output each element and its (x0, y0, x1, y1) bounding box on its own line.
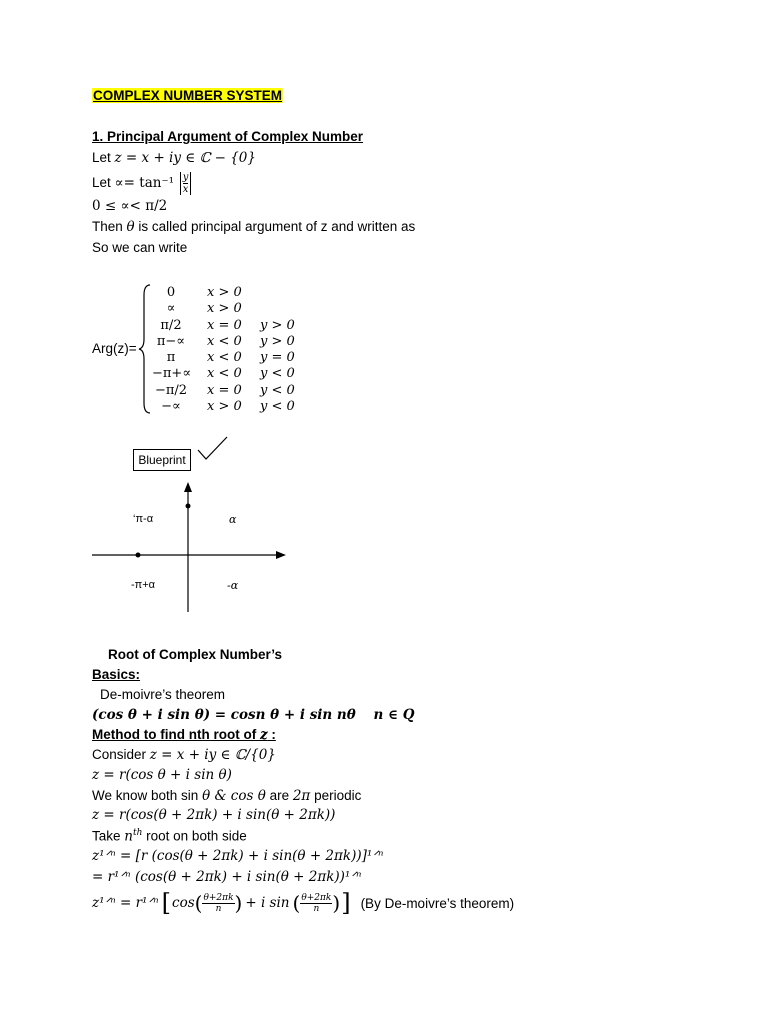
abs-fraction: $\frac{y}{x}$ (180, 172, 192, 195)
fraction-1: θ+2πk n (203, 892, 234, 914)
take-root-line: Take $n^{th}$ root on both side (92, 828, 247, 845)
arg-x-condition: x < 0 (207, 333, 242, 349)
arg-y-conditions (260, 285, 295, 415)
y-axis-arrow-icon (184, 482, 192, 492)
x-axis-point (136, 553, 141, 558)
arg-x-condition: x < 0 (207, 350, 242, 366)
arg-x-conditions (207, 285, 242, 415)
final-formula-line: z¹ᐟⁿ = r¹ᐟⁿ [ cos ( θ+2πk n ) + i sin ( θ+2πk n ) ] (By De-moivre’s theorem) (92, 889, 515, 917)
quadrant1-label: α (229, 513, 237, 526)
arg-value: π−∝ (156, 333, 186, 349)
arg-y-condition: y = 0 (260, 350, 295, 366)
arg-x-condition: x > 0 (207, 301, 242, 317)
piecewise-brace (138, 283, 152, 415)
basics-heading: Basics: (92, 667, 141, 682)
so-we-can-write: So we can write (92, 240, 188, 255)
arg-y-condition: y > 0 (260, 317, 295, 333)
quadrant2-label: ‘π-α (133, 513, 154, 525)
fraction-2: θ+2πk n (301, 892, 332, 914)
y-axis-point (186, 504, 191, 509)
consider-line: Consider z = x + iy ∈ ℂ/{0} (92, 747, 276, 763)
arg-x-condition: x > 0 (207, 399, 242, 415)
let-alpha-line: Let ∝= tan⁻¹ $\frac{y}{x}$ (92, 172, 191, 198)
periodic-line: We know both sin θ & cos θ are 2π periodic (92, 788, 362, 804)
arg-y-condition: y < 0 (260, 366, 295, 382)
arg-x-condition: x < 0 (207, 366, 242, 382)
root-line-1: z¹ᐟⁿ = [r (cos(θ + 2πk) + i sin(θ + 2πk))]¹ᐟⁿ (92, 848, 384, 864)
arg-value: −∝ (161, 399, 181, 415)
arg-value: π (166, 350, 176, 366)
polar-form: z = r(cos θ + i sin θ) (92, 767, 232, 783)
blueprint-box: Blueprint (133, 449, 191, 471)
let-z-line: Let z = x + iy ∈ ℂ − {0} (92, 150, 256, 166)
arg-value: 0 (166, 285, 176, 300)
arg-value: π/2 (160, 317, 182, 333)
section2-heading: Root of Complex Number’s (108, 647, 283, 662)
root-line-2: = r¹ᐟⁿ (cos(θ + 2πk) + i sin(θ + 2πk))¹ᐟⁿ (92, 869, 362, 885)
alpha-range: 0 ≤ ∝< π/2 (92, 198, 168, 214)
arg-value: ∝ (166, 301, 176, 317)
arg-value: −π/2 (154, 382, 188, 398)
arg-y-condition: y < 0 (260, 382, 295, 398)
arg-x-condition: x = 0 (207, 317, 242, 333)
arg-y-condition (260, 285, 295, 301)
periodic-form: z = r(cos(θ + 2πk) + i sin(θ + 2πk)) (92, 807, 336, 823)
arg-value: −π+∝ (152, 366, 192, 382)
arg-y-condition (260, 301, 295, 317)
x-axis-arrow-icon (276, 551, 286, 559)
demoivre-title: De-moivre’s theorem (100, 687, 226, 702)
document-title: COMPLEX NUMBER SYSTEM (93, 88, 283, 103)
arg-x-condition: x > 0 (207, 285, 242, 300)
quadrant4-label: -α (227, 579, 239, 592)
method-heading: Method to find nth root of z : (92, 727, 276, 743)
arg-y-condition: y < 0 (260, 399, 295, 415)
quadrant3-label: -π+α (131, 579, 156, 591)
then-line: Then θ is called principal argument of z and written as (92, 219, 416, 235)
argand-axes (88, 476, 288, 616)
arg-values-column (152, 285, 190, 415)
demoivre-formula-line: (cos θ + i sin θ) = cosn θ + i sin nθ n ∈ Q (92, 707, 415, 723)
section1-heading: 1. Principal Argument of Complex Number (92, 129, 364, 144)
arg-y-condition: y > 0 (260, 333, 295, 349)
arg-x-condition: x = 0 (207, 382, 242, 398)
checkmark-icon (196, 434, 230, 464)
arg-label: Arg(z)= (92, 341, 137, 356)
